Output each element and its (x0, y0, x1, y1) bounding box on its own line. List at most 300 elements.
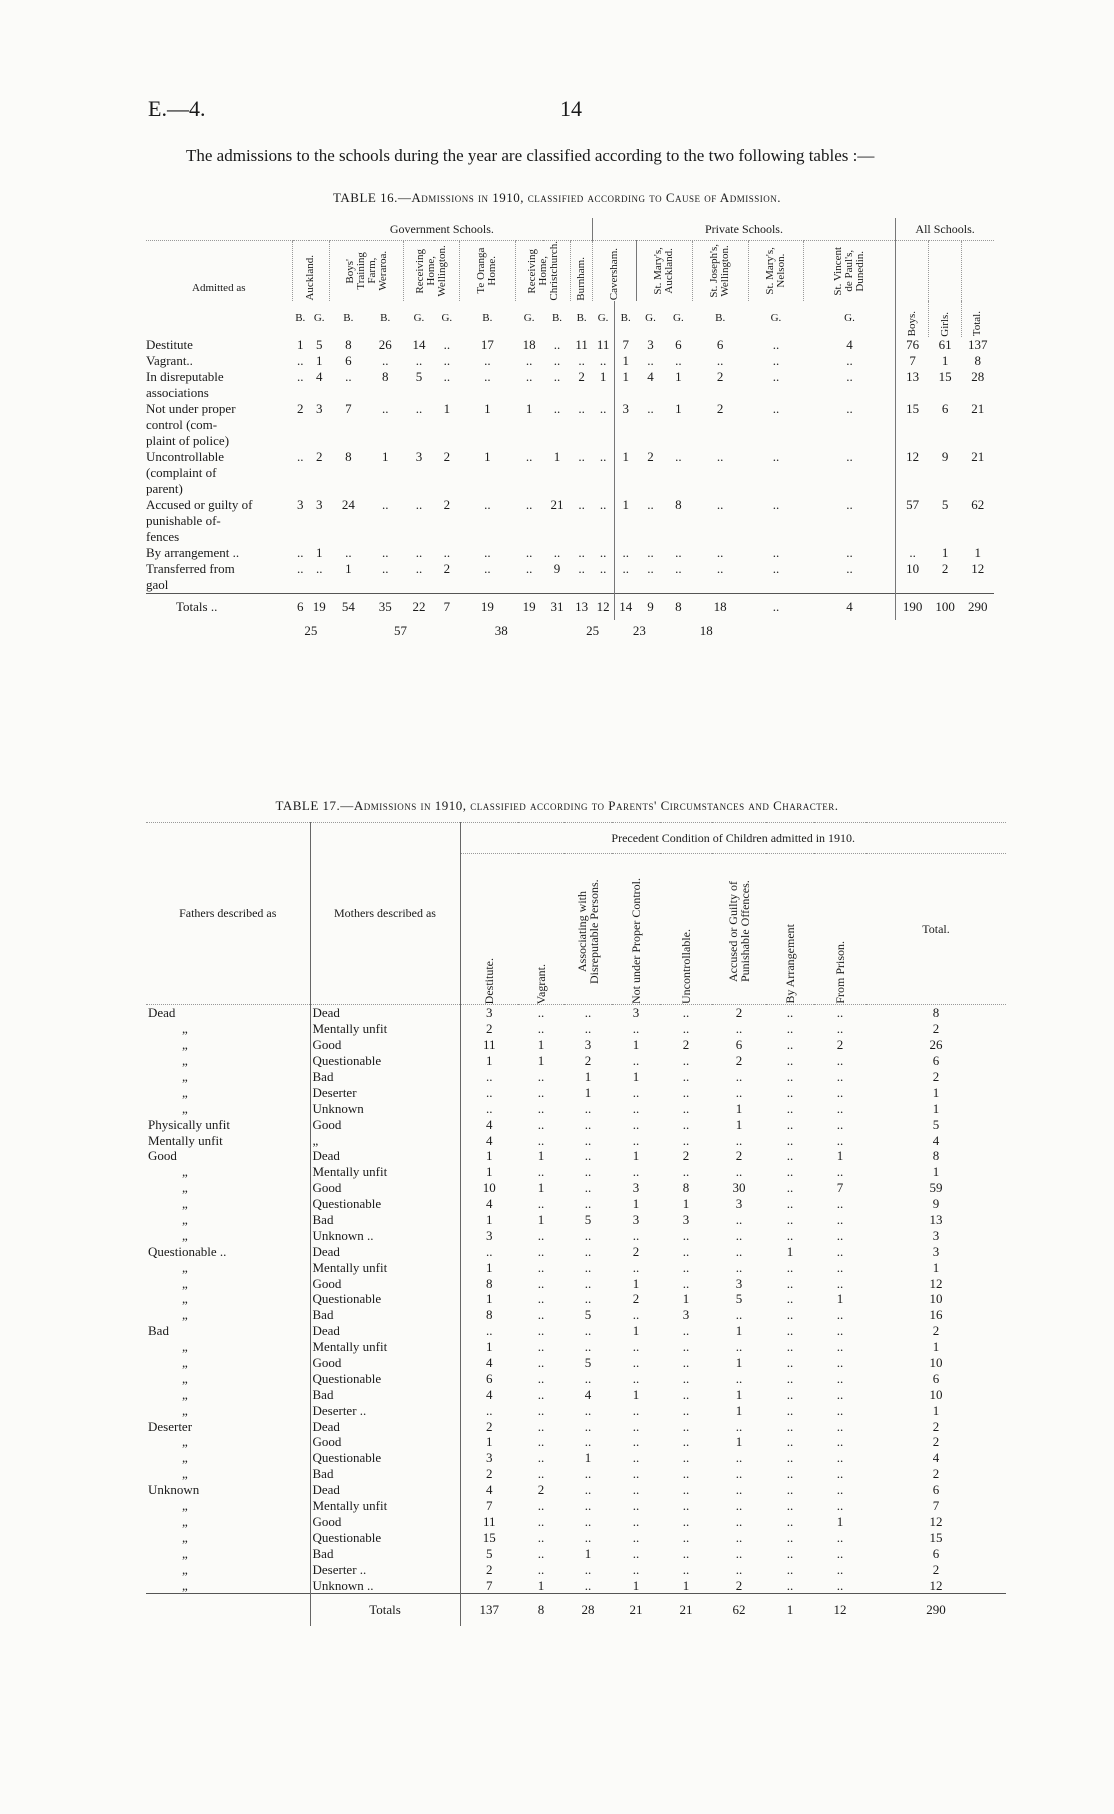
t16-corner (146, 218, 292, 241)
t17-column-name: Not under Proper Control. (629, 878, 643, 1004)
t17-cell: .. (682, 1545, 690, 1561)
t16-row-label: punishable of- (146, 513, 221, 529)
t16-cell: .. (297, 352, 304, 368)
t17-cell: .. (836, 1339, 844, 1355)
t17-cell: 1 (460, 1339, 518, 1355)
t17-cell: .. (632, 1529, 640, 1545)
t16-cell: 61 (938, 336, 952, 352)
t17-father: „ (182, 1084, 188, 1100)
t16-cell: .. (675, 544, 682, 560)
t17-cell: 1 (932, 1084, 940, 1100)
t16-bg-cell: B. (482, 312, 493, 325)
t17-column-header (460, 854, 518, 1005)
t17-cell: .. (682, 1323, 690, 1339)
t17-cell: .. (460, 1100, 518, 1116)
t16-cell: 2 (443, 448, 451, 464)
t17-cell: 2 (682, 1148, 690, 1164)
t17-mother: Questionable (310, 1291, 460, 1307)
t17-cell: .. (786, 1434, 794, 1450)
t16-cell: .. (716, 352, 724, 368)
t17-father: „ (182, 1180, 188, 1196)
t17-cell: 1 (836, 1148, 844, 1164)
t16-cell: .. (553, 352, 561, 368)
t17-father: „ (182, 1545, 188, 1561)
t16-cell: 1 (675, 400, 682, 416)
t16-cell: 8 (345, 448, 352, 464)
t16-cell: .. (525, 448, 533, 464)
t16-bg-cell: B. (715, 312, 726, 325)
t17-cell: .. (537, 1291, 545, 1307)
t16-school-name: Caversham. (607, 248, 620, 301)
t17-cell: 8 (460, 1307, 518, 1323)
t16-cell: 18 (522, 336, 536, 352)
t16-cell: .. (846, 544, 853, 560)
t17-cell: .. (735, 1069, 743, 1084)
t16-cell: .. (772, 400, 780, 416)
t17-cell: .. (786, 1498, 794, 1514)
t17-cell: .. (682, 1370, 690, 1386)
t16-cell: .. (315, 560, 323, 576)
t17-row (146, 1084, 1006, 1100)
t17-cell: .. (537, 1498, 545, 1514)
t17-column-name: Uncontrollable. (679, 929, 693, 1004)
t17-cell: 3 (682, 1212, 690, 1228)
t17-total-cell: 290 (866, 1593, 1006, 1626)
t16-school-total: 38 (494, 623, 508, 639)
t17-cell: .. (735, 1243, 743, 1259)
t17-cell: 11 (460, 1514, 518, 1530)
t17-cell: .. (735, 1482, 743, 1498)
t16-school-header (404, 241, 460, 301)
t16-cell: .. (297, 368, 304, 384)
t16-total-cell: 14 (614, 593, 636, 620)
t16-cell: 7 (614, 337, 636, 353)
t17-father: „ (182, 1402, 188, 1418)
t16-cell: .. (846, 448, 853, 464)
t16-cell: .. (484, 496, 491, 512)
t17-cell: .. (735, 1513, 743, 1529)
t17-cell: .. (584, 1434, 592, 1450)
t17-cell: .. (632, 1132, 640, 1148)
t17-cell: .. (584, 1275, 592, 1291)
t16-school-header (571, 241, 592, 301)
t17-cell: .. (682, 1561, 690, 1577)
t17-column-header (612, 854, 660, 1005)
t17-cell: .. (632, 1307, 640, 1323)
t17-row (146, 1386, 1006, 1402)
t17-mother: Dead (310, 1005, 460, 1021)
t16-row-label: Vagrant.. (146, 353, 193, 369)
t16-row (146, 353, 994, 369)
t17-mother: Bad (310, 1386, 460, 1402)
t17-cell: 1 (932, 1164, 940, 1180)
t16-cell: 12 (896, 449, 929, 497)
t17-cell: .. (735, 1545, 743, 1561)
t17-cell: .. (836, 1577, 844, 1593)
t17-cell: .. (584, 1339, 592, 1355)
t17-cell: 1 (932, 1100, 940, 1116)
t17-cell: .. (584, 1498, 592, 1514)
t17-cell: 1 (735, 1386, 743, 1402)
t17-mother: Mentally unfit (310, 1259, 460, 1275)
t17-cell: 2 (537, 1482, 545, 1498)
t17-cell: 1 (537, 1180, 545, 1196)
t17-cell: .. (786, 1132, 794, 1148)
t17-cell: .. (786, 1259, 794, 1275)
t17-cell: .. (786, 1021, 794, 1037)
t17-cell: 1 (682, 1291, 690, 1307)
t16-bg-cell: B. (380, 312, 391, 325)
t17-mother: Good (310, 1180, 460, 1196)
t16-cell: .. (443, 352, 451, 368)
t16-cell: .. (647, 496, 654, 512)
t17-cell: 3 (682, 1307, 690, 1323)
t16-cell: 1 (614, 497, 636, 545)
t16-cell: 6 (675, 336, 682, 352)
t17-cell: 1 (836, 1291, 844, 1307)
t17-cell: 4 (460, 1196, 518, 1212)
t17-cell: 1 (460, 1212, 518, 1228)
t17-cell: .. (735, 1132, 743, 1148)
t17-cell: .. (537, 1513, 545, 1529)
t17-cell: .. (537, 1243, 545, 1259)
t16-cell: .. (484, 560, 491, 576)
t16-cell: 1 (599, 368, 607, 384)
page-number: 14 (560, 96, 582, 121)
t17-cell: 4 (460, 1132, 518, 1148)
page-reference: E.—4. (148, 96, 206, 121)
t16-all-header (929, 241, 961, 337)
t17-cell: 3 (735, 1275, 743, 1291)
t17-cell: 2 (735, 1577, 743, 1593)
t16-cell: 5 (415, 368, 423, 384)
t17-mother: Mentally unfit (310, 1164, 460, 1180)
t16-cell: 3 (297, 496, 304, 512)
t17-row (146, 1355, 1006, 1371)
t17-cell: .. (460, 1084, 518, 1100)
t16-cell: 3 (315, 400, 323, 416)
t17-mother: Unknown .. (310, 1577, 460, 1593)
t17-row (146, 1259, 1006, 1275)
t17-mother: Questionable (310, 1053, 460, 1069)
t17-cell: 16 (929, 1307, 943, 1323)
t16-all-name: Girls. (938, 311, 951, 337)
t16-cell: .. (647, 560, 654, 576)
t16-cell: 11 (575, 336, 588, 352)
t17-cell: .. (836, 1323, 844, 1339)
t17-total-cell: 62 (712, 1593, 766, 1626)
t17-fathers-header: Fathers described as (146, 823, 310, 1005)
t17-cell: .. (786, 1164, 794, 1180)
t17-row (146, 1100, 1006, 1116)
t17-cell: .. (584, 1148, 592, 1164)
t16-cell: .. (415, 352, 423, 368)
t17-cell: .. (786, 1482, 794, 1498)
t17-cell: 11 (460, 1037, 518, 1053)
t17-cell: .. (786, 1513, 794, 1529)
t17-cell: 1 (682, 1577, 690, 1593)
t16-cell: .. (578, 400, 585, 416)
t17-cell: .. (786, 1418, 794, 1434)
t17-mother: Bad (310, 1545, 460, 1561)
t16-cell: 76 (896, 337, 929, 353)
t17-cell: .. (786, 1307, 794, 1323)
t16-cell: 8 (345, 336, 352, 352)
t17-cell: .. (632, 1561, 640, 1577)
t17-cell: 1 (836, 1513, 844, 1529)
t17-cell: 2 (932, 1466, 940, 1482)
t17-cell: 6 (932, 1370, 940, 1386)
t16-cell: .. (297, 544, 304, 560)
t17-precedent-row (146, 823, 1006, 854)
t17-cell: 1 (537, 1577, 545, 1593)
t17-cell: 1 (584, 1450, 592, 1466)
t16-cell: .. (525, 352, 533, 368)
t17-cell: 4 (584, 1386, 592, 1402)
t16-row-label: parent) (146, 481, 183, 497)
t16-row-label: fences (146, 529, 180, 545)
t17-total-cell: 21 (660, 1593, 712, 1626)
t16-row-label: control (com- (146, 417, 218, 433)
t16-row-label: associations (146, 385, 209, 401)
t17-mother: Deserter (310, 1084, 460, 1100)
t16-school-header (515, 241, 571, 301)
t17-father: „ (182, 1339, 188, 1355)
t17-cell: .. (632, 1450, 640, 1466)
t17-mother: Unknown (310, 1100, 460, 1116)
t17-cell: .. (682, 1227, 690, 1243)
t16-bg-cell: G. (523, 312, 535, 325)
t16-cell: .. (415, 560, 423, 576)
t16-cell: .. (578, 496, 585, 512)
t17-cell: 2 (836, 1037, 844, 1053)
t17-cell: 3 (932, 1227, 940, 1243)
t17-row (146, 1466, 1006, 1482)
t16-school-totals-row (146, 620, 994, 642)
t16-cell: .. (599, 560, 607, 576)
t17-cell: .. (682, 1275, 690, 1291)
t17-column-header (766, 854, 814, 1005)
t16-total-cell: 6 (292, 593, 309, 620)
t16-row-header: Admitted as (192, 282, 246, 295)
intro-paragraph: The admissions to the schools during the year are classified according to the two following tables :— (186, 146, 875, 165)
t16-school-name: Receiving Home, Christchurch. (525, 241, 560, 301)
t17-cell: .. (735, 1259, 743, 1275)
t17-cell: .. (735, 1227, 743, 1243)
t16-school-name: Auckland. (304, 255, 317, 301)
t17-mother: Dead (310, 1418, 460, 1434)
t17-cell: 6 (460, 1370, 518, 1386)
t17-cell: .. (584, 1243, 592, 1259)
t16-cell: .. (772, 368, 780, 384)
t17-cell: 15 (460, 1529, 518, 1545)
t17-mother: Dead (310, 1482, 460, 1498)
t17-cell: .. (786, 1577, 794, 1593)
t16-row (146, 449, 994, 465)
t17-father: „ (182, 1275, 188, 1291)
t17-cell: .. (537, 1545, 545, 1561)
t16-cell: 4 (647, 368, 654, 384)
t17-cell: .. (632, 1545, 640, 1561)
t17-cell: .. (836, 1355, 844, 1371)
t17-cell: .. (537, 1259, 545, 1275)
t17-cell: .. (584, 1323, 592, 1339)
t16-total-cell: 290 (961, 593, 994, 620)
t17-cell: .. (537, 1529, 545, 1545)
t17-cell: .. (632, 1053, 640, 1069)
t16-cell: 5 (941, 496, 949, 512)
t16-cell: 21 (971, 448, 985, 464)
t17-cell: 1 (460, 1148, 518, 1164)
t17-cell: 7 (460, 1577, 518, 1593)
t16-school-header (748, 241, 804, 301)
t16-cell: .. (415, 496, 423, 512)
t16-row-label: Uncontrollable (146, 449, 224, 465)
t16-bg-cell: G. (844, 312, 855, 325)
t17-mother: Questionable (310, 1370, 460, 1386)
t17-mother: Unknown .. (310, 1227, 460, 1243)
t16-all-name: Boys. (905, 311, 918, 337)
t17-cell: 6 (932, 1482, 940, 1498)
t17-column-name: From Prison. (833, 941, 847, 1004)
t16-totals-label: Totals .. (146, 593, 292, 620)
t17-cell: .. (584, 1577, 592, 1593)
t16-school-name: St. Mary's, Auckland. (652, 247, 676, 295)
t17-cell: 2 (735, 1148, 743, 1164)
t17-cell: .. (682, 1402, 690, 1418)
t16-total-cell: 19 (309, 593, 330, 620)
t17-cell: .. (584, 1196, 592, 1212)
t16-cell: .. (772, 496, 780, 512)
t17-cell: .. (682, 1005, 690, 1021)
t16-cell: 1 (443, 400, 451, 416)
t16-school-name: St. Joseph's, Wellington. (708, 243, 732, 298)
t17-mothers-header: Mothers described as (310, 823, 460, 1005)
t17-mother: Good (310, 1275, 460, 1291)
t17-mother: Questionable (310, 1529, 460, 1545)
t17-father: „ (182, 1037, 188, 1053)
t16-group-government: Government Schools. (292, 218, 592, 241)
t17-cell: 5 (584, 1355, 592, 1371)
t17-cell: .. (786, 1100, 794, 1116)
t17-cell: .. (836, 1212, 844, 1228)
t17-cell: 5 (932, 1116, 940, 1132)
t16-school-header (459, 241, 515, 301)
t17-cell: 3 (932, 1243, 940, 1259)
t16-cell: 4 (315, 368, 323, 384)
t17-cell: 8 (932, 1148, 940, 1164)
t17-cell: 1 (460, 1259, 518, 1275)
t17-cell: 5 (460, 1545, 518, 1561)
t17-cell: .. (836, 1132, 844, 1148)
t17-cell: .. (537, 1275, 545, 1291)
t17-cell: .. (682, 1386, 690, 1402)
t17-column-name: Destitute. (482, 957, 497, 1004)
t17-mother: Deserter .. (310, 1402, 460, 1418)
t16-cell: .. (716, 496, 724, 512)
t17-cell: .. (836, 1482, 844, 1498)
t16-school-name: Burnham. (575, 256, 588, 301)
t16-total-cell: 19 (459, 593, 515, 620)
t17-row (146, 1498, 1006, 1514)
t16-cell: .. (675, 352, 682, 368)
t17-cell: .. (786, 1275, 794, 1291)
t16-cell: .. (484, 544, 491, 560)
t17-father: „ (182, 1021, 188, 1037)
t17-cell: .. (786, 1370, 794, 1386)
t17-cell: 1 (632, 1148, 640, 1164)
t17-cell: .. (537, 1339, 545, 1355)
t17-cell: 12 (929, 1513, 943, 1529)
t16-cell: .. (599, 352, 607, 368)
t16-bg-cell: B. (551, 312, 563, 325)
t17-cell: 3 (632, 1005, 640, 1021)
t17-cell: 13 (929, 1212, 943, 1228)
t17-father: „ (182, 1498, 188, 1514)
t16-total-cell: 31 (543, 593, 571, 620)
t17-father: Bad (148, 1323, 169, 1339)
t17-cell: 2 (460, 1561, 518, 1577)
t17-cell: .. (682, 1084, 690, 1100)
t16-row (146, 545, 994, 561)
t17-cell: .. (537, 1323, 545, 1339)
t17-cell: 12 (929, 1275, 943, 1291)
t17-cell: .. (460, 1243, 518, 1259)
t16-cell: .. (381, 560, 389, 576)
t17-cell: 2 (632, 1291, 640, 1307)
t17-cell: .. (537, 1434, 545, 1450)
t17-cell: .. (584, 1227, 592, 1243)
t17-cell: .. (584, 1021, 592, 1037)
t17-cell: .. (632, 1498, 640, 1514)
t17-row (146, 1227, 1006, 1243)
t16-cell: .. (647, 544, 654, 560)
t17-father: „ (182, 1386, 188, 1402)
t16-cell: 14 (412, 336, 426, 352)
t17-total-cell: 137 (460, 1593, 518, 1626)
t17-column-header (564, 854, 612, 1005)
t16-all-header (896, 241, 929, 337)
t17-cell: .. (786, 1069, 794, 1084)
t17-cell: .. (786, 1084, 794, 1100)
t17-row (146, 1069, 1006, 1085)
t17-cell: .. (537, 1005, 545, 1021)
t17-cell: .. (632, 1513, 640, 1529)
t16-school-total: 57 (394, 623, 407, 639)
t16-total-cell: 8 (664, 593, 692, 620)
t16-cell: 1 (381, 448, 389, 464)
t16-cell: .. (716, 560, 724, 576)
t17-cell: .. (836, 1164, 844, 1180)
t17-cell: .. (537, 1021, 545, 1037)
t16-school-header (692, 241, 748, 301)
t17-cell: 8 (460, 1275, 518, 1291)
t16-school-total: 23 (632, 623, 646, 639)
t17-total-header: Total. (922, 921, 950, 936)
t16-row (146, 401, 994, 417)
t17-cell: .. (632, 1227, 640, 1243)
t17-cell: .. (584, 1005, 592, 1021)
t16-school-header (637, 241, 693, 301)
t16-row-label: In disreputable (146, 369, 224, 385)
t17-father: Physically unfit (148, 1116, 230, 1132)
t17-cell: .. (836, 1307, 844, 1323)
t17-father: „ (182, 1466, 188, 1482)
t16-cell: .. (484, 352, 491, 368)
t17-cell: 2 (682, 1037, 690, 1053)
t17-cell: 8 (932, 1005, 940, 1021)
t17-row (146, 1021, 1006, 1037)
